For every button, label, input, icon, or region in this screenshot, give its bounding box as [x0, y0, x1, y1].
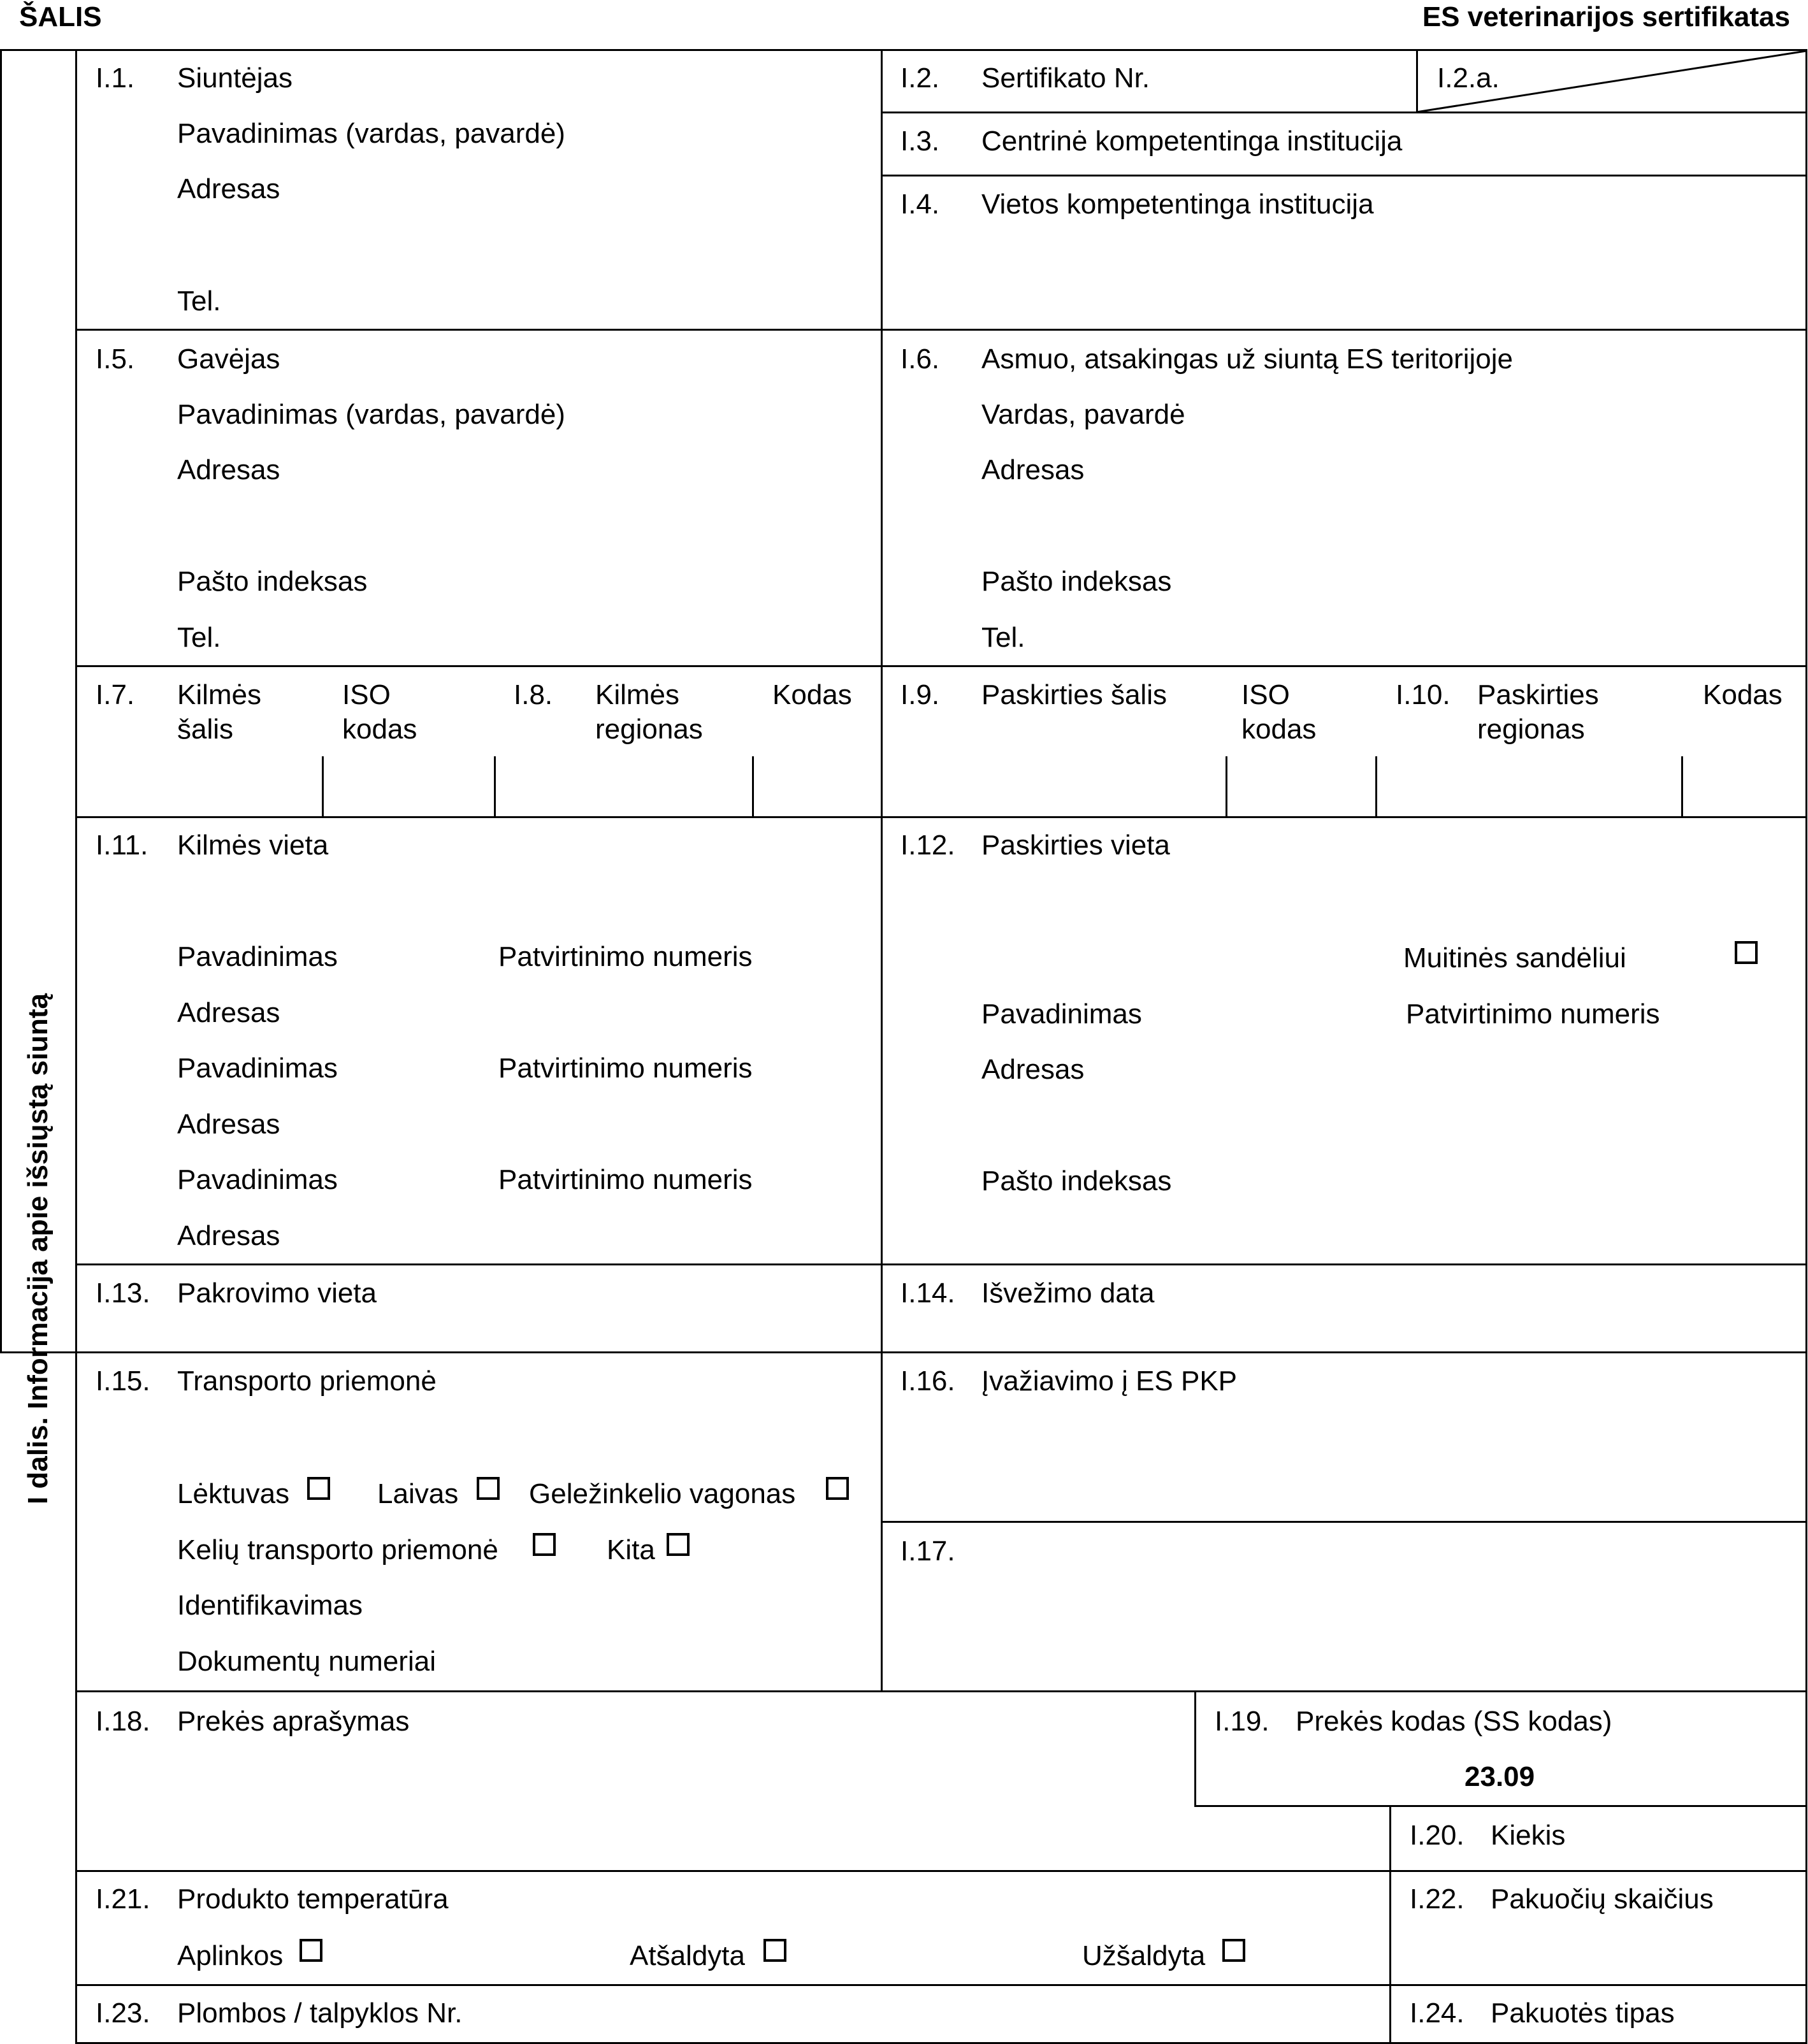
- box-title: Sertifikato Nr.: [981, 62, 1150, 94]
- field-label-approval-number[interactable]: Patvirtinimo numeris: [498, 941, 753, 972]
- field-label-name[interactable]: Pavadinimas: [177, 941, 338, 972]
- field-label-approval-number[interactable]: Patvirtinimo numeris: [498, 1164, 753, 1195]
- box-title: Pakrovimo vieta: [177, 1278, 377, 1309]
- frozen-checkbox[interactable]: [1222, 1939, 1245, 1962]
- field-label-address[interactable]: Adresas: [177, 173, 280, 205]
- box-title: Įvažiavimo į ES PKP: [981, 1365, 1238, 1397]
- field-label-name[interactable]: Vardas, pavardė: [981, 399, 1185, 430]
- option-frozen-label: Užšaldyta: [1082, 1940, 1206, 1971]
- customs-warehouse-label: Muitinės sandėliui: [1403, 942, 1626, 974]
- iso-code-label: ISO kodas: [1241, 679, 1317, 745]
- box-title: Pakuotės tipas: [1491, 1997, 1675, 2029]
- box-number: I.12.: [900, 830, 955, 861]
- box-title: Prekės aprašymas: [177, 1706, 410, 1737]
- box-number: I.15.: [96, 1365, 150, 1397]
- code-label: Kodas: [1703, 679, 1783, 710]
- box-number: I.19.: [1215, 1706, 1269, 1737]
- box-number: I.18.: [96, 1706, 150, 1737]
- box-number: I.2.: [900, 62, 940, 94]
- box-number: I.9.: [900, 679, 940, 710]
- box-title: Produkto temperatūra: [177, 1883, 449, 1915]
- option-chilled-label: Atšaldyta: [630, 1940, 745, 1971]
- box-title: Vietos kompetentinga institucija: [981, 189, 1374, 220]
- box-title: Kilmės šalis: [177, 679, 262, 745]
- option-railway-label: Geležinkelio vagonas: [529, 1478, 796, 1509]
- field-label-address[interactable]: Adresas: [177, 997, 280, 1028]
- box-title: Siuntėjas: [177, 62, 293, 94]
- box-title: Kiekis: [1491, 1820, 1566, 1851]
- box-title: Plombos / talpyklos Nr.: [177, 1997, 463, 2029]
- field-label-name[interactable]: Pavadinimas: [177, 1053, 338, 1084]
- box-title: Kilmės vieta: [177, 830, 329, 861]
- box-number: I.22.: [1410, 1883, 1464, 1915]
- field-label-name[interactable]: Pavadinimas: [177, 1164, 338, 1195]
- other-transport-checkbox[interactable]: [667, 1533, 690, 1556]
- part-one-side-label: I dalis. Informacija apie išsiųstą siuntą: [22, 993, 54, 1505]
- field-label-postcode[interactable]: Pašto indeksas: [177, 566, 368, 597]
- box-title: Centrinė kompetentinga institucija: [981, 126, 1403, 157]
- box-title: Kilmės regionas: [595, 679, 703, 745]
- box-title: Gavėjas: [177, 343, 280, 375]
- field-label-address[interactable]: Adresas: [177, 1109, 280, 1140]
- box-title: Asmuo, atsakingas už siuntą ES teritorijoje: [981, 343, 1513, 375]
- field-label-name[interactable]: Pavadinimas (vardas, pavardė): [177, 118, 565, 149]
- box-title: Išvežimo data: [981, 1278, 1155, 1309]
- box-number: I.24.: [1410, 1997, 1464, 2029]
- field-label-approval-number[interactable]: Patvirtinimo numeris: [498, 1053, 753, 1084]
- ship-checkbox[interactable]: [477, 1477, 500, 1500]
- box-number: I.1.: [96, 62, 135, 94]
- ambient-checkbox[interactable]: [300, 1939, 322, 1962]
- field-label-address[interactable]: Adresas: [981, 1054, 1085, 1085]
- box-number: I.21.: [96, 1883, 150, 1915]
- option-other-label: Kita: [607, 1534, 655, 1565]
- box-i2a-number[interactable]: I.2.a.: [1437, 62, 1500, 94]
- field-label-address[interactable]: Adresas: [981, 454, 1085, 486]
- option-road-vehicle-label: Kelių transporto priemonė: [177, 1534, 498, 1565]
- box-number: I.3.: [900, 126, 940, 157]
- railway-checkbox[interactable]: [826, 1477, 849, 1500]
- field-label-postcode[interactable]: Pašto indeksas: [981, 566, 1172, 597]
- field-label-name[interactable]: Pavadinimas (vardas, pavardė): [177, 399, 565, 430]
- airplane-checkbox[interactable]: [307, 1477, 330, 1500]
- field-label-tel[interactable]: Tel.: [177, 622, 221, 653]
- country-header: ŠALIS: [19, 1, 102, 32]
- box-number: I.11.: [96, 830, 148, 861]
- field-label-postcode[interactable]: Pašto indeksas: [981, 1165, 1172, 1197]
- field-label-identification[interactable]: Identifikavimas: [177, 1590, 363, 1621]
- road-vehicle-checkbox[interactable]: [533, 1533, 556, 1556]
- box-number: I.13.: [96, 1278, 150, 1309]
- box-number: I.23.: [96, 1997, 150, 2029]
- box-title: Prekės kodas (SS kodas): [1296, 1706, 1612, 1737]
- box-number: I.5.: [96, 343, 135, 375]
- box-title: Paskirties vieta: [981, 830, 1170, 861]
- box-number: I.14.: [900, 1278, 955, 1309]
- field-label-address[interactable]: Adresas: [177, 454, 280, 486]
- customs-warehouse-checkbox[interactable]: [1735, 941, 1758, 964]
- box-number: I.7.: [96, 679, 135, 710]
- box-title: Paskirties šalis: [981, 679, 1167, 710]
- box-title: Pakuočių skaičius: [1491, 1883, 1714, 1915]
- box-number: I.10.: [1396, 679, 1450, 710]
- box-title: Paskirties regionas: [1477, 679, 1599, 745]
- field-label-tel[interactable]: Tel.: [177, 285, 221, 317]
- commodity-code-value: 23.09: [1464, 1761, 1535, 1792]
- box-number: I.20.: [1410, 1820, 1464, 1851]
- chilled-checkbox[interactable]: [763, 1939, 786, 1962]
- field-label-name[interactable]: Pavadinimas: [981, 998, 1142, 1030]
- option-airplane-label: Lėktuvas: [177, 1478, 290, 1509]
- field-label-tel[interactable]: Tel.: [981, 622, 1025, 653]
- option-ambient-label: Aplinkos: [177, 1940, 284, 1971]
- field-label-approval-number[interactable]: Patvirtinimo numeris: [1406, 998, 1660, 1030]
- field-label-address[interactable]: Adresas: [177, 1220, 280, 1251]
- certificate-title: ES veterinarijos sertifikatas: [1422, 1, 1790, 32]
- field-label-document-numbers[interactable]: Dokumentų numeriai: [177, 1646, 436, 1677]
- box-number: I.6.: [900, 343, 940, 375]
- box-number: I.16.: [900, 1365, 955, 1397]
- option-ship-label: Laivas: [377, 1478, 459, 1509]
- box-number: I.8.: [514, 679, 553, 710]
- box-number: I.17.: [900, 1536, 955, 1567]
- box-number: I.4.: [900, 189, 940, 220]
- code-label: Kodas: [772, 679, 852, 710]
- box-title: Transporto priemonė: [177, 1365, 437, 1397]
- iso-code-label: ISO kodas: [342, 679, 417, 745]
